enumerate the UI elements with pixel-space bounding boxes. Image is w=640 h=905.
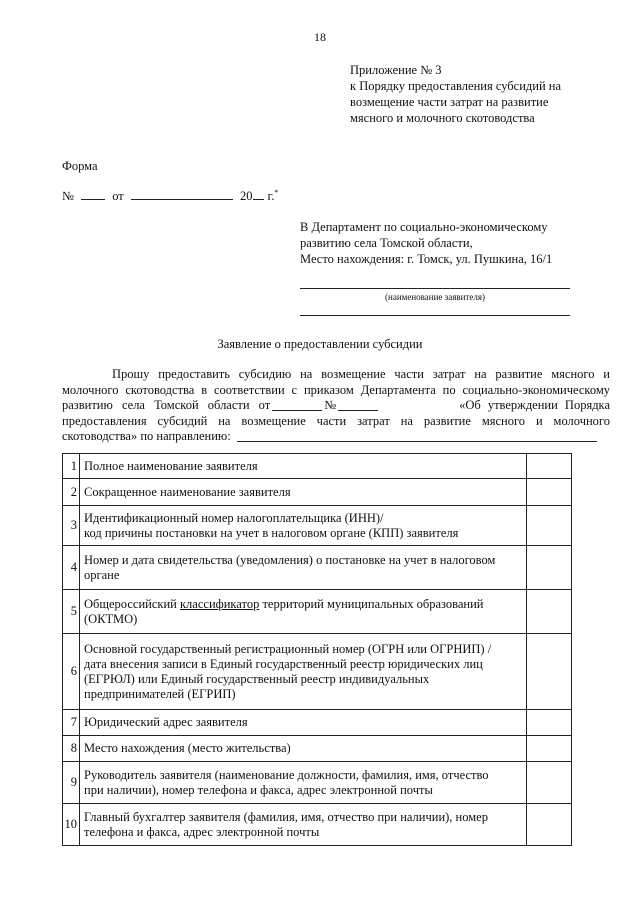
table-row (63, 634, 572, 710)
table-row (63, 804, 572, 846)
number-sign: № (62, 189, 74, 204)
row-label-line: при наличии), номер телефона и факса, адрес электронной почты (84, 782, 433, 797)
row-number: 8 (63, 736, 80, 762)
row-label (80, 762, 527, 804)
applicant-extra-line[interactable] (300, 315, 570, 316)
row-label-line: Главный бухгалтер заявителя (фамилия, имя, отчество при наличии), номер (84, 809, 488, 824)
applicant-name-line[interactable] (300, 288, 570, 289)
row-number: 9 (63, 762, 80, 804)
row-value-cell[interactable] (527, 506, 572, 546)
row-value-cell[interactable] (527, 804, 572, 846)
paragraph-line-3-a: развитию села Томской области от (62, 398, 271, 412)
table-row (63, 454, 572, 479)
paragraph-line-3-c: «Об утверждении Порядка (459, 398, 610, 412)
row-label: Сокращенное наименование заявителя (80, 479, 527, 506)
row-label-line: Основной государственный регистрационный номер (ОГРН или ОГРНИП) / (84, 641, 492, 656)
table-row (63, 546, 572, 590)
row-label (80, 634, 527, 710)
row-number: 2 (63, 479, 80, 506)
row-number: 1 (63, 454, 80, 479)
row-label-line: предпринимателей (ЕГРИП) (84, 686, 236, 701)
row-label-line: телефона и факса, адрес электронной почты (84, 824, 320, 839)
row-label (80, 506, 527, 546)
paragraph-line-2: молочного скотоводства в соответствии с приказом Департамента по социально-экономическому (62, 382, 610, 397)
row-label-line: дата внесения записи в Единый государственный реестр юридических лиц (84, 656, 483, 671)
row-label: Полное наименование заявителя (80, 454, 527, 479)
row-value-cell[interactable] (527, 634, 572, 710)
row-number: 6 (63, 634, 80, 710)
row-label: Место нахождения (место жительства) (80, 736, 527, 762)
row-label-line: Руководитель заявителя (наименование должности, фамилия, имя, отчество (84, 767, 489, 782)
row-value-cell[interactable] (527, 762, 572, 804)
row-label (80, 804, 527, 846)
row-label (80, 546, 527, 590)
date-blank[interactable] (131, 199, 233, 200)
form-number-row (62, 188, 278, 204)
row-label (80, 590, 527, 634)
row-label-line (84, 597, 522, 612)
row-label-line: органе (84, 567, 120, 582)
year-suffix: г. (267, 189, 275, 204)
year-blank[interactable] (253, 199, 264, 200)
table-row (63, 590, 572, 634)
row-value-cell[interactable] (527, 710, 572, 736)
appendix-line-1: Приложение № 3 (350, 63, 442, 77)
row-number: 7 (63, 710, 80, 736)
table-row (63, 479, 572, 506)
order-date-blank[interactable] (272, 398, 322, 411)
paragraph-line-1: Прошу предоставить субсидию на возмещение части затрат на развитие мясного и (112, 367, 610, 381)
row-label-line: (ЕГРЮЛ) или Единый государственный реестр индивидуальных (84, 671, 430, 686)
year-prefix: 20 (240, 189, 253, 204)
department-line-1: В Департамент по социально-экономическому (300, 220, 548, 234)
appendix-line-4: мясного и молочного скотоводства (350, 111, 535, 125)
appendix-line-2: к Порядку предоставления субсидий на (350, 79, 562, 93)
paragraph-line-5-text: скотоводства» по направлению: (62, 429, 231, 443)
row-label-line: код причины постановки на учет в налоговом органе (КПП) заявителя (84, 525, 459, 540)
department-address (300, 219, 552, 267)
statement-title: Заявление о предоставлении субсидии (217, 337, 423, 351)
applicant-name-caption: (наименование заявителя) (385, 292, 485, 302)
paragraph-line-4: предоставления субсидий на возмещение части затрат на развитие мясного и молочного (62, 413, 610, 428)
table-row (63, 736, 572, 762)
form-label: Форма (62, 159, 98, 173)
table-row (63, 506, 572, 546)
direction-blank[interactable] (237, 429, 597, 442)
department-line-2: развитию села Томской области, (300, 236, 473, 250)
paragraph-line-3 (62, 398, 610, 414)
appendix-line-3: возмещение части затрат на развитие (350, 95, 549, 109)
number-blank[interactable] (81, 199, 105, 200)
classifier-link[interactable]: классификатор (179, 596, 260, 611)
order-number-sign: № (324, 398, 337, 412)
row-number: 10 (63, 804, 80, 846)
paragraph-line-5 (62, 429, 610, 445)
order-number-blank[interactable] (338, 398, 378, 411)
row-number: 4 (63, 546, 80, 590)
appendix-header (350, 62, 561, 126)
page-number: 18 (314, 30, 326, 44)
table-row (63, 710, 572, 736)
row-label: Юридический адрес заявителя (80, 710, 527, 736)
applicant-info-table (62, 453, 572, 846)
row-label-part: территорий муниципальных образований (259, 596, 484, 611)
table-row (63, 762, 572, 804)
row-value-cell[interactable] (527, 590, 572, 634)
row-label-part: Общероссийский (84, 596, 180, 611)
department-line-3: Место нахождения: г. Томск, ул. Пушкина, 16/1 (300, 252, 553, 266)
row-label-line: Идентификационный номер налогоплательщика (ИНН)/ (84, 510, 384, 525)
statement-paragraph (62, 367, 610, 445)
row-label-line: Номер и дата свидетельства (уведомления) о постановке на учет в налоговом (84, 552, 496, 567)
row-number: 3 (63, 506, 80, 546)
date-from-label: от (112, 189, 124, 204)
row-value-cell[interactable] (527, 546, 572, 590)
row-value-cell[interactable] (527, 454, 572, 479)
footnote-mark: * (274, 188, 279, 197)
row-label-line: (ОКТМО) (84, 611, 138, 626)
row-number: 5 (63, 590, 80, 634)
row-value-cell[interactable] (527, 479, 572, 506)
row-value-cell[interactable] (527, 736, 572, 762)
